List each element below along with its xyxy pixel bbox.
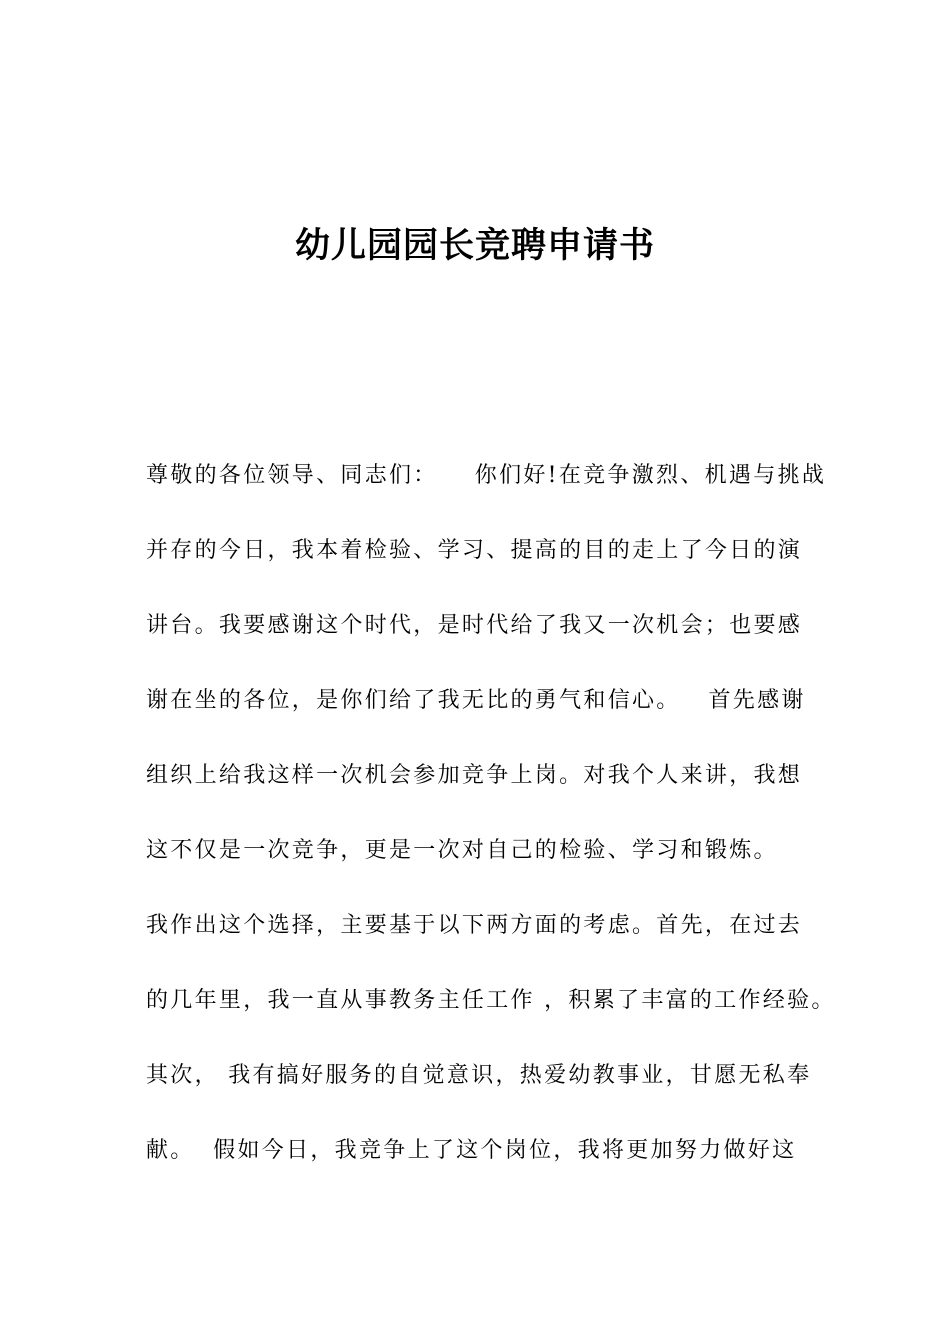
body-line: 其次， 我有搞好服务的自觉意识，热爱幼教事业，甘愿无私奉 <box>146 1063 812 1088</box>
body-line: 这不仅是一次竞争，更是一次对自己的检验、学习和锻炼。 <box>146 838 778 863</box>
body-line: 组织上给我这样一次机会参加竞争上岗。对我个人来讲，我想 <box>146 763 803 788</box>
body-line: 谢在坐的各位，是你们给了我无比的勇气和信心。 首先感谢 <box>146 688 806 713</box>
body-line: 讲台。我要感谢这个时代，是时代给了我又一次机会；也要感 <box>146 613 803 638</box>
document-body <box>146 456 846 1206</box>
body-line: 我作出这个选择，主要基于以下两方面的考虑。首先，在过去 <box>146 913 803 938</box>
body-line: 的几年里，我一直从事教务主任工作 ，积累了丰富的工作经验。 <box>146 988 836 1013</box>
body-line: 尊敬的各位领导、同志们： 你们好!在竞争激烈、机遇与挑战 <box>146 463 827 488</box>
body-line: 献。 假如今日，我竞争上了这个岗位，我将更加努力做好这 <box>146 1138 797 1163</box>
body-line: 并存的今日，我本着检验、学习、提高的目的走上了今日的演 <box>146 538 803 563</box>
document-title: 幼儿园园长竞聘申请书 <box>294 226 655 266</box>
